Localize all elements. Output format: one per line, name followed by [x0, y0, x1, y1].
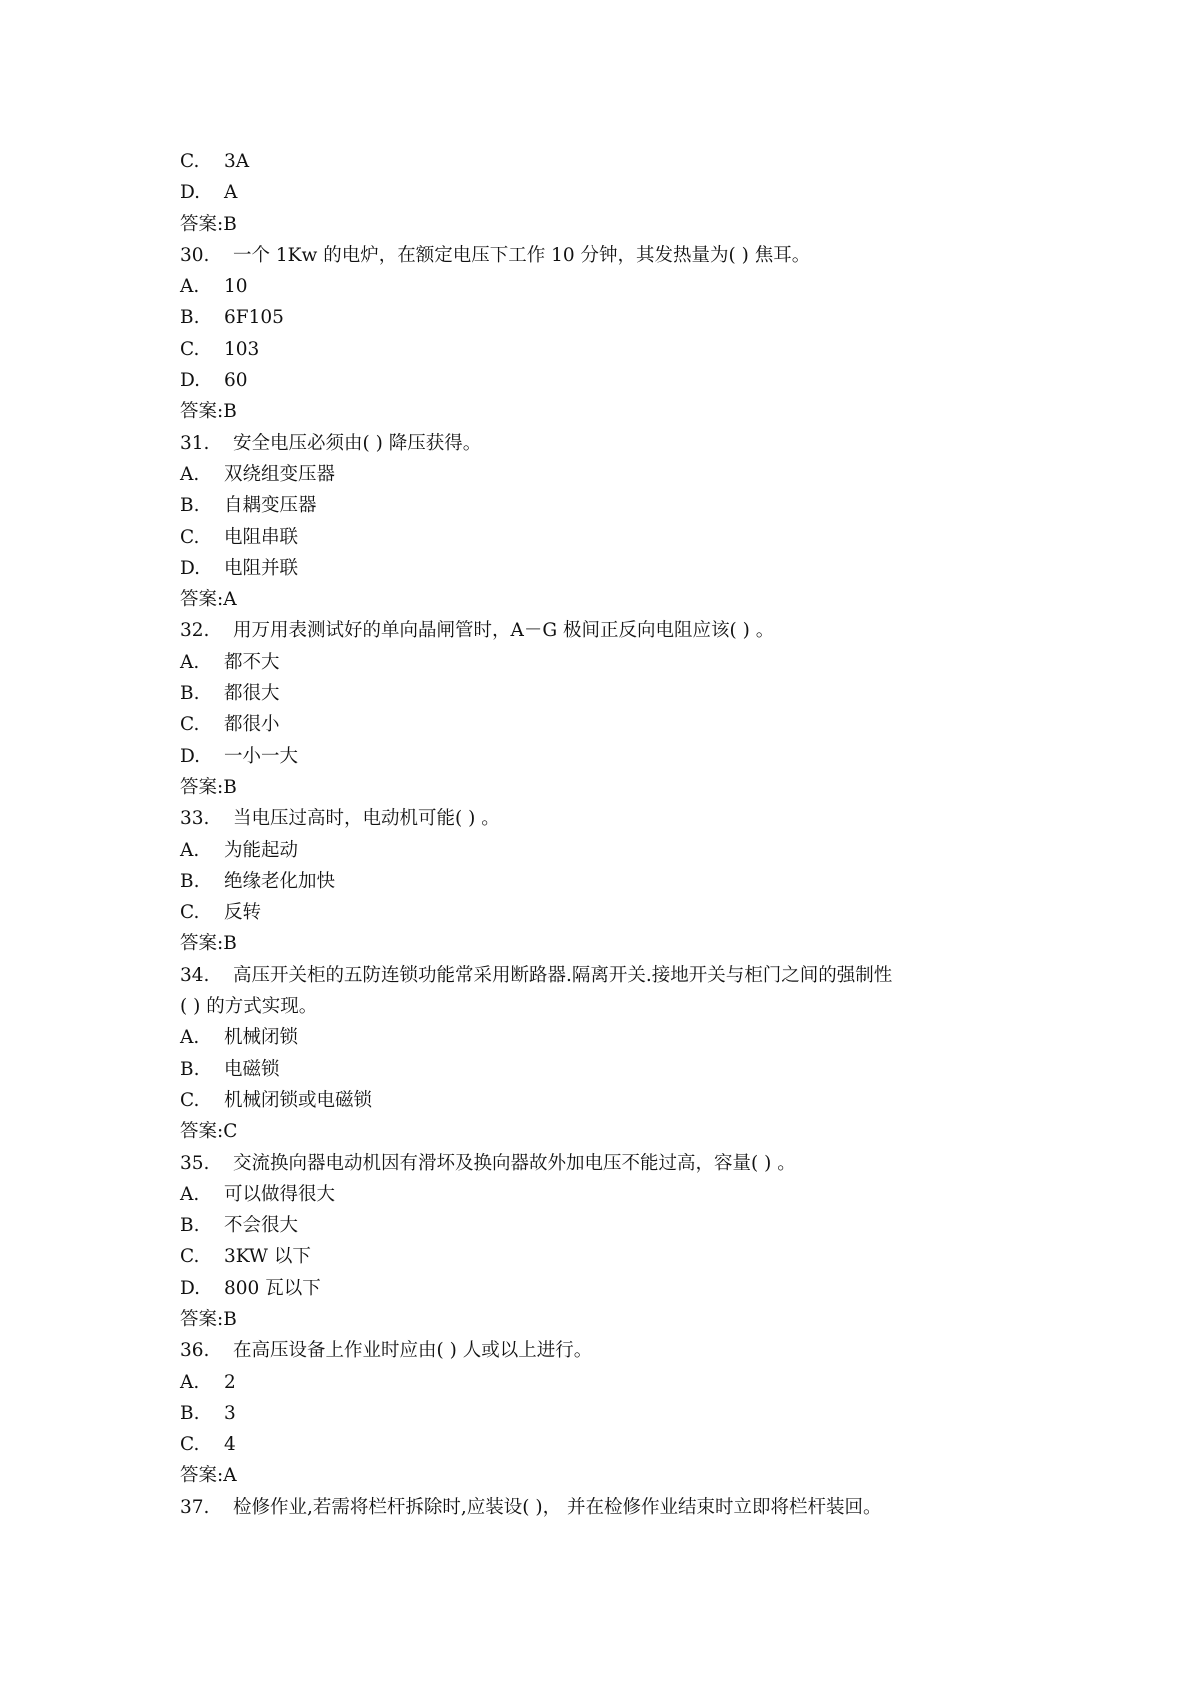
option-text: A [224, 182, 238, 204]
option-label: C. [180, 338, 200, 360]
option-label: B. [180, 870, 200, 892]
option-text: 为能起动 [224, 839, 299, 861]
question-stem [180, 615, 1060, 646]
answer-option [180, 459, 1060, 490]
answer-option [180, 678, 1060, 709]
option-label: C. [180, 526, 200, 548]
option-text: 都不大 [224, 651, 280, 673]
option-label: A. [180, 1027, 200, 1049]
option-text: 电阻并联 [224, 557, 299, 579]
answer-option [180, 522, 1060, 553]
option-label: C. [180, 714, 200, 736]
option-text: 800 瓦以下 [224, 1277, 321, 1299]
question-number: 37. [180, 1496, 210, 1518]
answer-option [180, 897, 1060, 928]
question-number: 36. [180, 1340, 210, 1362]
option-text: 103 [224, 338, 260, 360]
exam-question-list [180, 146, 1060, 1523]
answer-option [180, 334, 1060, 365]
option-text: 3A [224, 151, 250, 172]
answer-key: 答案:C [180, 1121, 238, 1143]
question-text: 当电压过高时，电动机可能( ) 。 [233, 808, 500, 830]
question-stem [180, 1335, 1060, 1366]
option-label: C. [180, 1089, 200, 1111]
option-text: 反转 [224, 902, 262, 924]
option-text: 不会很大 [224, 1215, 299, 1237]
answer-option [180, 1022, 1060, 1053]
option-label: D. [180, 370, 201, 392]
answer-option [180, 1085, 1060, 1116]
answer-option [180, 1179, 1060, 1210]
question-text: 检修作业,若需将栏杆拆除时,应装设( )， 并在检修作业结束时立即将栏杆装回。 [233, 1496, 882, 1518]
question-number: 30. [180, 244, 210, 266]
option-label: C. [180, 151, 200, 172]
answer-option [180, 1054, 1060, 1085]
answer-option [180, 835, 1060, 866]
option-text: 60 [224, 370, 248, 392]
option-label: A. [180, 1183, 200, 1205]
question-text-continuation: ( ) 的方式实现。 [180, 996, 318, 1018]
answer-key: 答案:A [180, 589, 237, 611]
answer-option [180, 1429, 1060, 1460]
option-label: A. [180, 1371, 200, 1393]
question-number: 31. [180, 432, 210, 454]
option-label: B. [180, 1402, 200, 1424]
option-label: A. [180, 276, 200, 298]
option-label: A. [180, 839, 200, 861]
question-stem [180, 803, 1060, 834]
option-text: 都很大 [224, 683, 280, 705]
answer-option [180, 553, 1060, 584]
option-text: 4 [224, 1434, 236, 1456]
question-stem [180, 240, 1060, 271]
answer-option [180, 177, 1060, 208]
question-stem [180, 1148, 1060, 1179]
question-number: 33. [180, 808, 210, 830]
answer-option [180, 1241, 1060, 1272]
answer-option [180, 741, 1060, 772]
option-text: 可以做得很大 [224, 1183, 336, 1205]
question-text: 安全电压必须由( ) 降压获得。 [233, 432, 482, 454]
option-label: C. [180, 902, 200, 924]
question-number: 35. [180, 1152, 210, 1174]
option-text: 都很小 [224, 714, 280, 736]
option-label: A. [180, 463, 200, 485]
option-text: 6F105 [224, 307, 284, 329]
option-text: 机械闭锁或电磁锁 [224, 1089, 373, 1111]
answer-option [180, 1210, 1060, 1241]
option-label: C. [180, 1434, 200, 1456]
question-stem [180, 1492, 1060, 1523]
option-text: 3KW 以下 [224, 1246, 311, 1268]
question-stem [180, 960, 1060, 991]
answer-option [180, 1367, 1060, 1398]
option-label: D. [180, 745, 201, 767]
answer-option [180, 1273, 1060, 1304]
answer-key: 答案:B [180, 213, 237, 235]
answer-option [180, 146, 1060, 177]
question-text: 用万用表测试好的单向晶闸管时，A－G 极间正反向电阻应该( ) 。 [233, 620, 775, 642]
option-text: 2 [224, 1371, 236, 1393]
answer-option [180, 647, 1060, 678]
option-text: 绝缘老化加快 [224, 870, 336, 892]
option-label: A. [180, 651, 200, 673]
answer-key: 答案:B [180, 1308, 237, 1330]
answer-key: 答案:B [180, 776, 237, 798]
answer-option [180, 1398, 1060, 1429]
option-text: 双绕组变压器 [224, 463, 336, 485]
answer-option [180, 271, 1060, 302]
answer-option [180, 866, 1060, 897]
option-text: 机械闭锁 [224, 1027, 299, 1049]
option-label: B. [180, 495, 200, 517]
answer-option [180, 365, 1060, 396]
option-label: D. [180, 1277, 201, 1299]
option-label: B. [180, 683, 200, 705]
answer-option [180, 490, 1060, 521]
question-number: 32. [180, 620, 210, 642]
answer-key: 答案:B [180, 933, 237, 955]
question-stem [180, 428, 1060, 459]
question-text: 高压开关柜的五防连锁功能常采用断路器.隔离开关.接地开关与柜门之间的强制性 [233, 964, 893, 986]
question-text: 一个 1Kw 的电炉，在额定电压下工作 10 分钟，其发热量为( ) 焦耳。 [233, 244, 811, 266]
option-label: C. [180, 1246, 200, 1268]
question-text: 在高压设备上作业时应由( ) 人或以上进行。 [233, 1340, 593, 1362]
option-label: B. [180, 307, 200, 329]
option-label: B. [180, 1215, 200, 1237]
option-label: D. [180, 557, 201, 579]
answer-option [180, 709, 1060, 740]
question-number: 34. [180, 964, 210, 986]
option-text: 电磁锁 [224, 1058, 280, 1080]
option-text: 10 [224, 276, 248, 298]
option-text: 自耦变压器 [224, 495, 317, 517]
option-text: 3 [224, 1402, 236, 1424]
option-text: 电阻串联 [224, 526, 299, 548]
answer-key: 答案:B [180, 401, 237, 423]
answer-key: 答案:A [180, 1465, 237, 1487]
option-text: 一小一大 [224, 745, 299, 767]
answer-option [180, 302, 1060, 333]
question-text: 交流换向器电动机因有滑坏及换向器故外加电压不能过高，容量( ) 。 [233, 1152, 796, 1174]
option-label: D. [180, 182, 201, 204]
option-label: B. [180, 1058, 200, 1080]
